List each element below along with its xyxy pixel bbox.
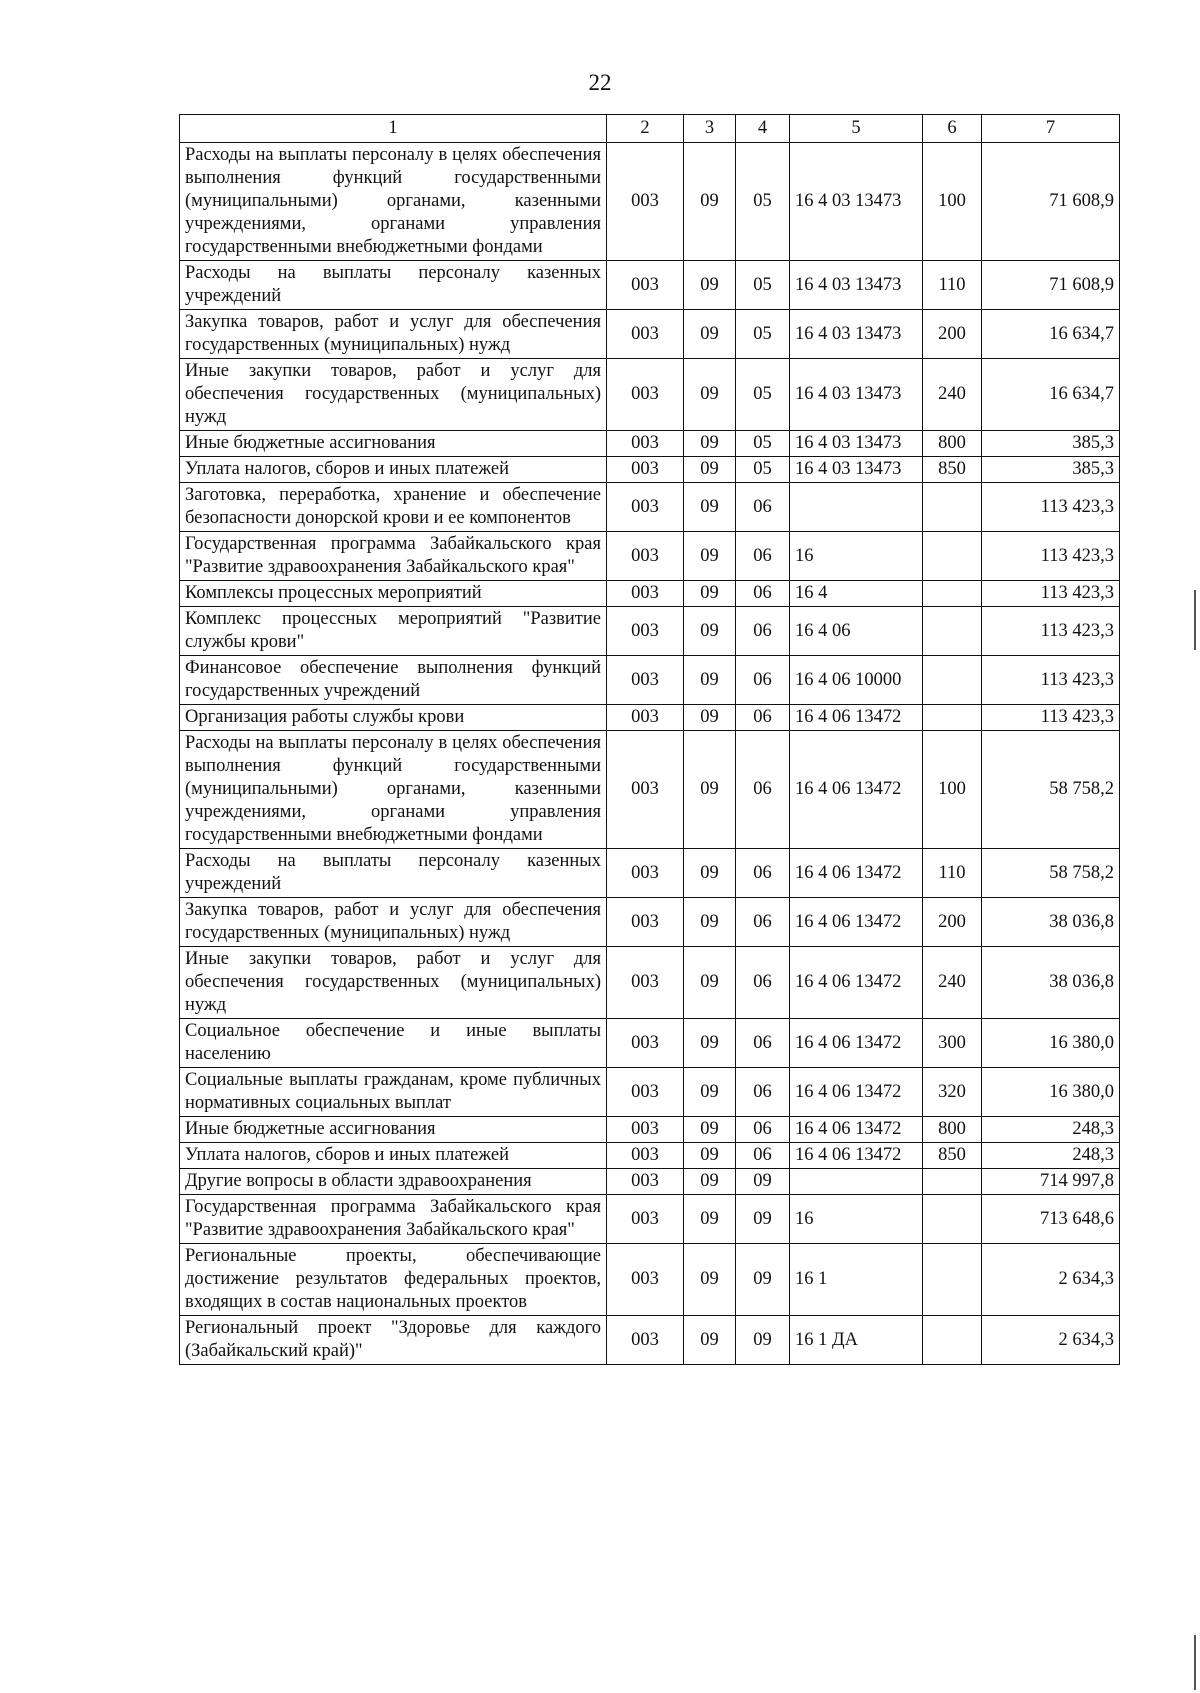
- row-col-5: 16 4 03 13473: [790, 457, 923, 483]
- row-col-3: 09: [684, 1019, 736, 1068]
- row-name: Заготовка, переработка, хранение и обеспечение безопасности донорской крови и ее компонентов: [180, 483, 607, 532]
- row-col-7: 113 423,3: [982, 705, 1120, 731]
- row-col-6: 320: [923, 1068, 982, 1117]
- row-name: Закупка товаров, работ и услуг для обеспечения государственных (муниципальных) нужд: [180, 310, 607, 359]
- table-row: [180, 1068, 1120, 1117]
- row-name: Закупка товаров, работ и услуг для обеспечения государственных (муниципальных) нужд: [180, 898, 607, 947]
- row-name: Иные бюджетные ассигнования: [180, 1117, 607, 1143]
- row-col-7: 16 380,0: [982, 1019, 1120, 1068]
- table-row: [180, 532, 1120, 581]
- row-col-7: 38 036,8: [982, 898, 1120, 947]
- table-row: [180, 1195, 1120, 1244]
- row-col-5: 16 4 03 13473: [790, 143, 923, 261]
- row-col-4: 09: [736, 1316, 790, 1365]
- table-row: [180, 849, 1120, 898]
- row-col-6: 200: [923, 310, 982, 359]
- row-col-2: 003: [607, 607, 684, 656]
- row-col-6: 240: [923, 947, 982, 1019]
- row-name: Другие вопросы в области здравоохранения: [180, 1169, 607, 1195]
- row-col-6: 110: [923, 849, 982, 898]
- row-col-2: 003: [607, 731, 684, 849]
- row-col-7: 16 634,7: [982, 310, 1120, 359]
- row-col-3: 09: [684, 431, 736, 457]
- row-col-6: [923, 1244, 982, 1316]
- table-row: [180, 656, 1120, 705]
- row-col-4: 06: [736, 483, 790, 532]
- scan-edge-mark: [1194, 1635, 1196, 1690]
- row-col-5: 16 4 06 13472: [790, 1117, 923, 1143]
- row-col-3: 09: [684, 310, 736, 359]
- table-row: [180, 359, 1120, 431]
- table-row: [180, 1316, 1120, 1365]
- row-col-2: 003: [607, 359, 684, 431]
- row-col-3: 09: [684, 483, 736, 532]
- row-col-3: 09: [684, 359, 736, 431]
- row-col-6: 850: [923, 1143, 982, 1169]
- row-col-3: 09: [684, 1244, 736, 1316]
- row-col-6: 110: [923, 261, 982, 310]
- row-col-4: 05: [736, 457, 790, 483]
- row-col-5: 16 4 03 13473: [790, 261, 923, 310]
- row-col-3: 09: [684, 1068, 736, 1117]
- row-col-6: [923, 607, 982, 656]
- row-col-2: 003: [607, 1244, 684, 1316]
- row-name: Расходы на выплаты персоналу в целях обеспечения выполнения функций государственными (муниципальными) органами, казенными учреждениями, органами управления государственными внебюджетными фондами: [180, 143, 607, 261]
- row-name: Иные бюджетные ассигнования: [180, 431, 607, 457]
- row-col-7: 713 648,6: [982, 1195, 1120, 1244]
- row-col-7: 71 608,9: [982, 261, 1120, 310]
- row-col-6: [923, 1316, 982, 1365]
- row-col-6: [923, 483, 982, 532]
- row-col-7: 2 634,3: [982, 1316, 1120, 1365]
- row-col-2: 003: [607, 947, 684, 1019]
- row-name: Расходы на выплаты персоналу казенных учреждений: [180, 261, 607, 310]
- table-row: [180, 431, 1120, 457]
- row-col-6: 100: [923, 731, 982, 849]
- row-col-3: 09: [684, 705, 736, 731]
- row-col-7: 113 423,3: [982, 532, 1120, 581]
- table-row: [180, 1117, 1120, 1143]
- row-col-2: 003: [607, 143, 684, 261]
- row-col-4: 06: [736, 898, 790, 947]
- row-col-4: 05: [736, 143, 790, 261]
- budget-table: [179, 114, 1120, 1365]
- row-col-4: 06: [736, 705, 790, 731]
- row-col-2: 003: [607, 532, 684, 581]
- row-name: Социальное обеспечение и иные выплаты населению: [180, 1019, 607, 1068]
- row-name: Социальные выплаты гражданам, кроме публичных нормативных социальных выплат: [180, 1068, 607, 1117]
- row-col-3: 09: [684, 849, 736, 898]
- row-col-4: 06: [736, 532, 790, 581]
- row-col-2: 003: [607, 1068, 684, 1117]
- row-col-6: 800: [923, 1117, 982, 1143]
- row-col-6: [923, 656, 982, 705]
- row-col-3: 09: [684, 731, 736, 849]
- row-col-2: 003: [607, 1117, 684, 1143]
- row-col-5: 16: [790, 532, 923, 581]
- row-col-5: 16 1: [790, 1244, 923, 1316]
- row-col-5: 16 4: [790, 581, 923, 607]
- row-col-3: 09: [684, 143, 736, 261]
- row-col-2: 003: [607, 1195, 684, 1244]
- column-header-2: 2: [607, 115, 684, 143]
- row-col-3: 09: [684, 947, 736, 1019]
- scan-edge-mark: [1194, 590, 1196, 650]
- row-col-3: 09: [684, 261, 736, 310]
- row-name: Комплекс процессных мероприятий "Развитие службы крови": [180, 607, 607, 656]
- row-col-2: 003: [607, 1143, 684, 1169]
- table-row: [180, 483, 1120, 532]
- row-col-5: 16 4 06 13472: [790, 1143, 923, 1169]
- table-row: [180, 581, 1120, 607]
- column-header-4: 4: [736, 115, 790, 143]
- row-name: Государственная программа Забайкальского края "Развитие здравоохранения Забайкальского края": [180, 532, 607, 581]
- row-col-6: 100: [923, 143, 982, 261]
- row-col-5: 16 1 ДА: [790, 1316, 923, 1365]
- row-col-3: 09: [684, 1143, 736, 1169]
- table-row: [180, 1244, 1120, 1316]
- row-col-2: 003: [607, 1019, 684, 1068]
- row-col-7: 16 380,0: [982, 1068, 1120, 1117]
- row-col-5: 16 4 03 13473: [790, 310, 923, 359]
- row-col-2: 003: [607, 483, 684, 532]
- row-col-4: 05: [736, 359, 790, 431]
- row-col-3: 09: [684, 581, 736, 607]
- table-row: [180, 143, 1120, 261]
- row-col-2: 003: [607, 1316, 684, 1365]
- header-row: [180, 115, 1120, 143]
- row-col-5: 16 4 06 13472: [790, 898, 923, 947]
- row-col-4: 09: [736, 1195, 790, 1244]
- row-col-7: 58 758,2: [982, 731, 1120, 849]
- row-col-7: 714 997,8: [982, 1169, 1120, 1195]
- row-col-5: 16 4 06: [790, 607, 923, 656]
- row-name: Финансовое обеспечение выполнения функций государственных учреждений: [180, 656, 607, 705]
- row-col-7: 113 423,3: [982, 581, 1120, 607]
- row-col-4: 06: [736, 1117, 790, 1143]
- row-col-3: 09: [684, 1169, 736, 1195]
- row-col-3: 09: [684, 1316, 736, 1365]
- row-col-7: 71 608,9: [982, 143, 1120, 261]
- table-row: [180, 947, 1120, 1019]
- row-name: Расходы на выплаты персоналу казенных учреждений: [180, 849, 607, 898]
- row-name: Организация работы службы крови: [180, 705, 607, 731]
- row-name: Государственная программа Забайкальского края "Развитие здравоохранения Забайкальского края": [180, 1195, 607, 1244]
- row-col-2: 003: [607, 431, 684, 457]
- table-row: [180, 457, 1120, 483]
- row-col-4: 05: [736, 310, 790, 359]
- row-col-2: 003: [607, 656, 684, 705]
- row-name: Региональные проекты, обеспечивающие достижение результатов федеральных проектов, входящих в состав национальных проектов: [180, 1244, 607, 1316]
- row-col-4: 09: [736, 1244, 790, 1316]
- row-col-5: 16 4 06 13472: [790, 1019, 923, 1068]
- row-col-6: 800: [923, 431, 982, 457]
- table-row: [180, 1169, 1120, 1195]
- row-col-2: 003: [607, 1169, 684, 1195]
- column-header-1: 1: [180, 115, 607, 143]
- row-col-7: 2 634,3: [982, 1244, 1120, 1316]
- row-col-4: 05: [736, 261, 790, 310]
- row-col-5: [790, 1169, 923, 1195]
- row-col-3: 09: [684, 607, 736, 656]
- row-col-6: 240: [923, 359, 982, 431]
- column-header-6: 6: [923, 115, 982, 143]
- row-col-3: 09: [684, 532, 736, 581]
- row-col-5: 16: [790, 1195, 923, 1244]
- row-col-4: 06: [736, 731, 790, 849]
- row-col-4: 06: [736, 581, 790, 607]
- row-col-4: 05: [736, 431, 790, 457]
- row-col-6: [923, 532, 982, 581]
- table-row: [180, 1143, 1120, 1169]
- page-number: 22: [588, 70, 612, 95]
- column-header-5: 5: [790, 115, 923, 143]
- row-col-6: 850: [923, 457, 982, 483]
- row-col-7: 248,3: [982, 1143, 1120, 1169]
- table-row: [180, 310, 1120, 359]
- row-name: Уплата налогов, сборов и иных платежей: [180, 1143, 607, 1169]
- table-row: [180, 898, 1120, 947]
- row-col-7: 38 036,8: [982, 947, 1120, 1019]
- row-col-5: 16 4 06 13472: [790, 1068, 923, 1117]
- row-col-4: 06: [736, 1143, 790, 1169]
- table-row: [180, 1019, 1120, 1068]
- table-row: [180, 261, 1120, 310]
- row-col-4: 09: [736, 1169, 790, 1195]
- column-header-3: 3: [684, 115, 736, 143]
- row-col-5: 16 4 06 10000: [790, 656, 923, 705]
- row-col-2: 003: [607, 261, 684, 310]
- row-col-3: 09: [684, 457, 736, 483]
- row-col-5: 16 4 03 13473: [790, 359, 923, 431]
- row-col-6: [923, 581, 982, 607]
- row-name: Комплексы процессных мероприятий: [180, 581, 607, 607]
- row-col-7: 16 634,7: [982, 359, 1120, 431]
- row-col-2: 003: [607, 581, 684, 607]
- row-col-7: 385,3: [982, 457, 1120, 483]
- row-col-5: 16 4 06 13472: [790, 731, 923, 849]
- row-col-7: 113 423,3: [982, 656, 1120, 705]
- row-col-4: 06: [736, 1019, 790, 1068]
- row-col-3: 09: [684, 1195, 736, 1244]
- row-col-3: 09: [684, 656, 736, 705]
- row-name: Региональный проект "Здоровье для каждого (Забайкальский край)": [180, 1316, 607, 1365]
- row-name: Расходы на выплаты персоналу в целях обеспечения выполнения функций государственными (муниципальными) органами, казенными учреждениями, органами управления государственными внебюджетными фондами: [180, 731, 607, 849]
- row-col-7: 248,3: [982, 1117, 1120, 1143]
- row-col-2: 003: [607, 705, 684, 731]
- row-col-6: [923, 1169, 982, 1195]
- row-col-6: 200: [923, 898, 982, 947]
- row-col-4: 06: [736, 607, 790, 656]
- row-col-5: 16 4 06 13472: [790, 947, 923, 1019]
- column-header-7: 7: [982, 115, 1120, 143]
- row-name: Иные закупки товаров, работ и услуг для обеспечения государственных (муниципальных) нужд: [180, 947, 607, 1019]
- table-row: [180, 607, 1120, 656]
- row-col-3: 09: [684, 898, 736, 947]
- row-name: Иные закупки товаров, работ и услуг для обеспечения государственных (муниципальных) нужд: [180, 359, 607, 431]
- row-col-4: 06: [736, 849, 790, 898]
- row-col-5: 16 4 03 13473: [790, 431, 923, 457]
- row-col-2: 003: [607, 310, 684, 359]
- row-col-6: [923, 1195, 982, 1244]
- row-col-6: 300: [923, 1019, 982, 1068]
- row-col-4: 06: [736, 1068, 790, 1117]
- row-col-7: 385,3: [982, 431, 1120, 457]
- row-col-6: [923, 705, 982, 731]
- table-row: [180, 731, 1120, 849]
- row-col-5: 16 4 06 13472: [790, 705, 923, 731]
- row-col-5: [790, 483, 923, 532]
- row-col-3: 09: [684, 1117, 736, 1143]
- row-col-4: 06: [736, 947, 790, 1019]
- row-col-2: 003: [607, 457, 684, 483]
- row-col-2: 003: [607, 849, 684, 898]
- row-col-7: 113 423,3: [982, 607, 1120, 656]
- row-col-4: 06: [736, 656, 790, 705]
- row-col-5: 16 4 06 13472: [790, 849, 923, 898]
- row-name: Уплата налогов, сборов и иных платежей: [180, 457, 607, 483]
- row-col-2: 003: [607, 898, 684, 947]
- row-col-7: 58 758,2: [982, 849, 1120, 898]
- row-col-7: 113 423,3: [982, 483, 1120, 532]
- table-row: [180, 705, 1120, 731]
